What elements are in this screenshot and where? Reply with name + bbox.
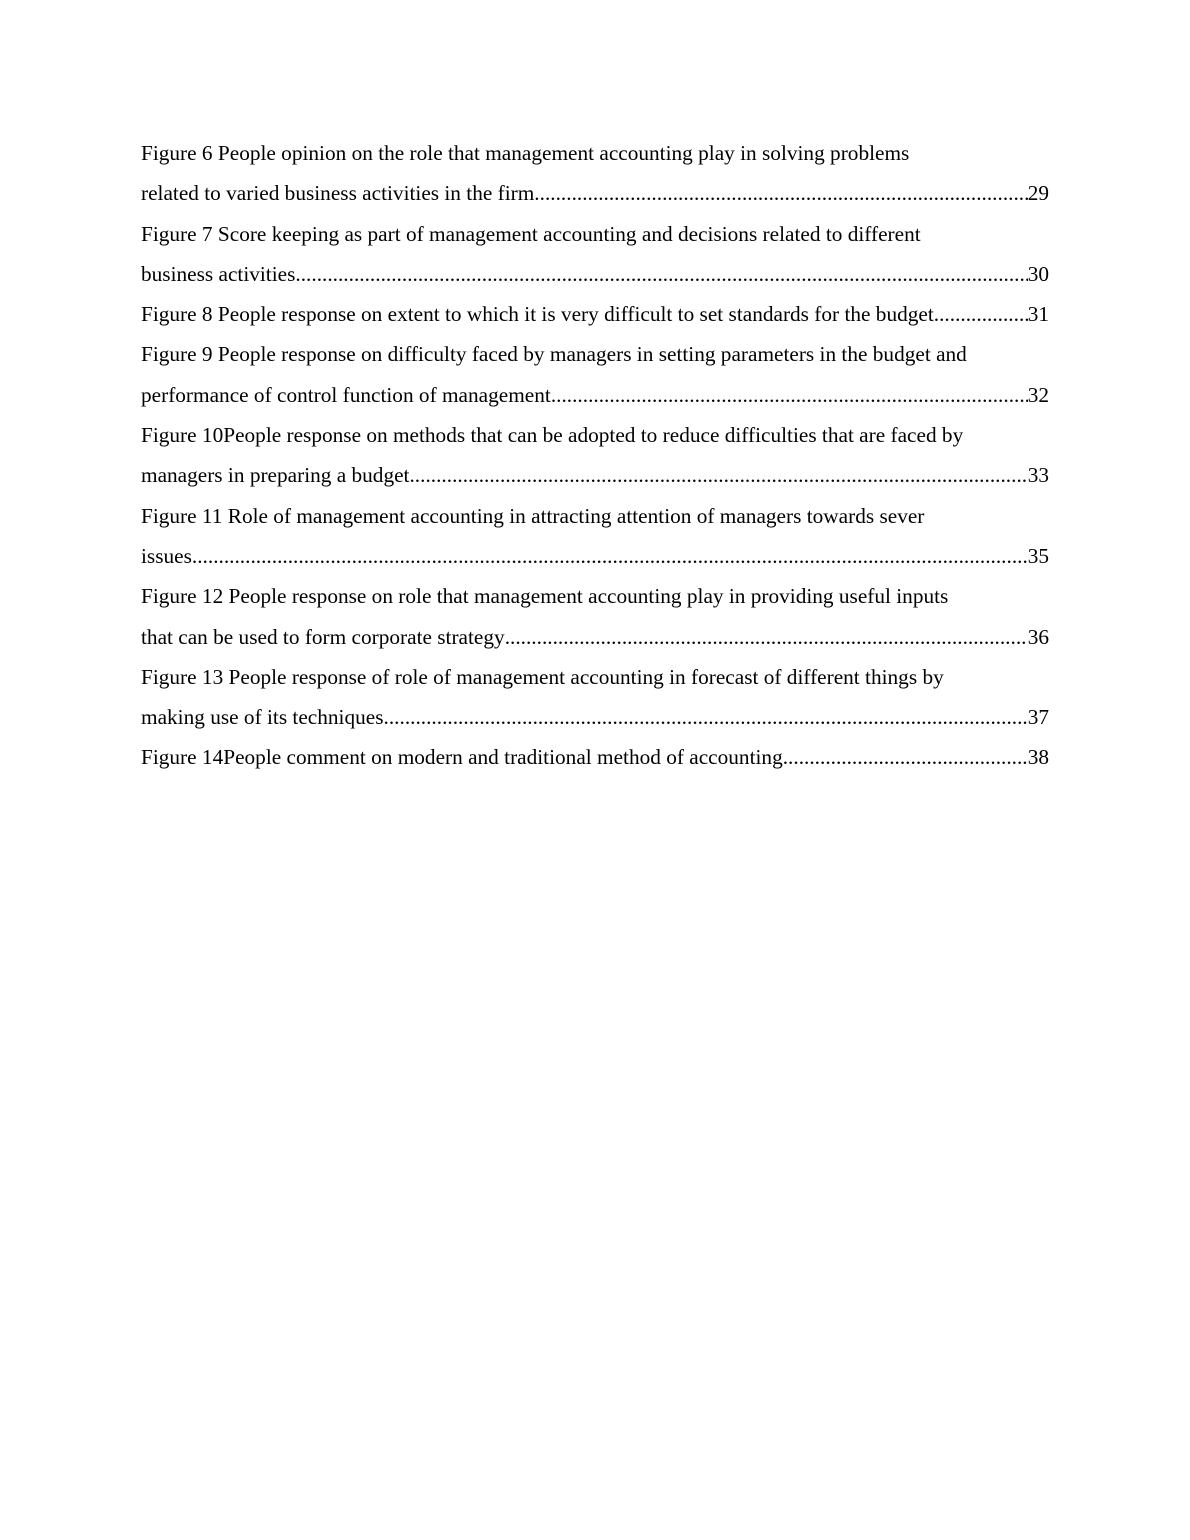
dot-leader [384,697,1028,737]
page-number: 32 [1027,382,1049,407]
entry-text-end: Figure 8 People response on extent to which it is very difficult to set standards for the budget. [141,302,940,327]
dot-leader [534,173,1027,213]
dot-leader [409,455,1027,495]
entry-text-end: related to varied business activities in the firm [141,181,535,206]
figure-entry-6[interactable] [141,133,1049,214]
figure-entry-12[interactable] [141,576,1049,657]
figure-entry-8[interactable] [141,294,1049,334]
entry-text: Figure 9 People response on difficulty faced by managers in setting parameters in the budget and [141,342,967,367]
entry-text: Figure 10People response on methods that can be adopted to reduce difficulties that are faced by [141,423,964,448]
figure-entry-7[interactable] [141,214,1049,295]
entry-text-end: business activities [141,261,296,286]
figure-entry-10[interactable] [141,415,1049,496]
page-number: 29 [1027,181,1049,206]
entry-text: Figure 6 People opinion on the role that management accounting play in solving problems [141,141,910,165]
entry-text-end: Figure 14People comment on modern and traditional method of accounting [141,745,783,770]
table-of-figures [141,133,1049,778]
page-number: 33 [1027,463,1049,488]
entry-text-end: managers in preparing a budget [141,463,410,488]
page-number: 37 [1027,705,1049,730]
entry-text-end: that can be used to form corporate strategy [141,624,505,649]
figure-entry-11[interactable] [141,496,1049,577]
dot-leader [551,375,1028,415]
page-number: 30 [1027,261,1049,286]
figure-entry-14[interactable] [141,737,1049,777]
page-number: 38 [1027,745,1049,770]
dot-leader [939,294,1028,334]
page-number: 35 [1027,543,1049,568]
entry-text-end: making use of its techniques [141,705,384,730]
dot-leader [505,617,1028,657]
dot-leader [295,254,1027,294]
figure-entry-9[interactable] [141,334,1049,415]
entry-text-end: performance of control function of management [141,382,551,407]
dot-leader [192,536,1028,576]
entry-text: Figure 13 People response of role of management accounting in forecast of different things by [141,664,944,689]
entry-text: Figure 12 People response on role that management accounting play in providing useful inputs [141,584,949,609]
figure-entry-13[interactable] [141,657,1049,738]
entry-text: Figure 11 Role of management accounting in attracting attention of managers towards sever [141,503,925,528]
page-number: 31 [1027,302,1049,327]
entry-text: Figure 7 Score keeping as part of management accounting and decisions related to different [141,221,921,246]
entry-text-end: issues [141,543,192,568]
dot-leader [783,737,1028,777]
page-number: 36 [1027,624,1049,649]
